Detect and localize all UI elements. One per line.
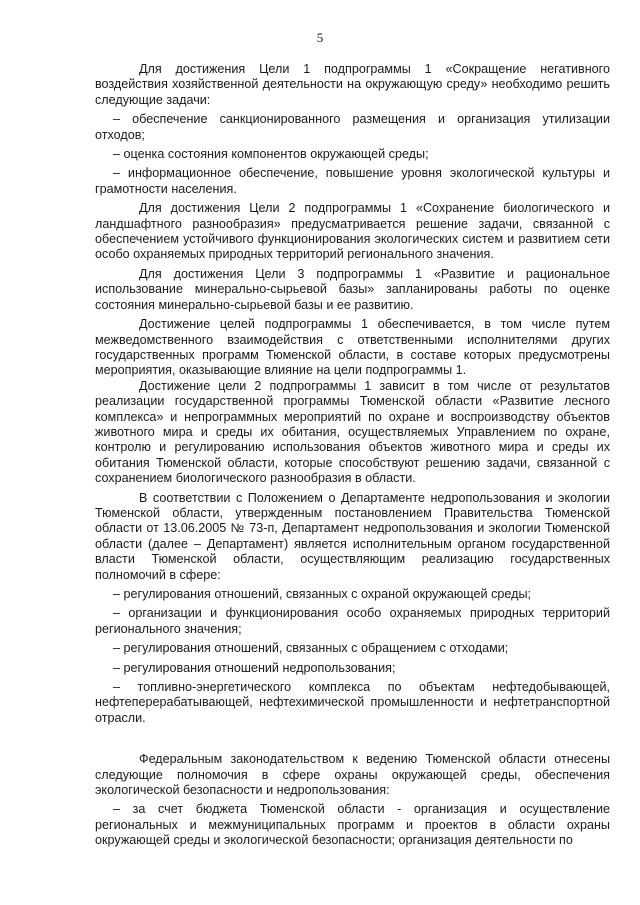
list-item-protected-areas: – организации и функционирования особо охраняемых природных территорий регионального значения; — [95, 606, 610, 636]
list-item-env-protection: – регулирования отношений, связанных с охраной окружающей среды; — [113, 587, 531, 601]
page-number: 5 — [316, 30, 324, 45]
list-item-regional-budget: – за счет бюджета Тюменской области - организация и осуществление региональных и межмуниципальных программ и проектов в области охраны окружающей среды и экологической безопасности; организация деятельности по — [95, 802, 610, 848]
paragraph-goal2: Для достижения Цели 2 подпрограммы 1 «Сохранение биологического и ландшафтного разнообразия» предусматривается решение задачи, связанной с обеспечением устойчивого функционирования экологических систем и развитием сети особо охраняемых природных территорий регионального значения. — [95, 201, 610, 262]
paragraph-goal1-intro: Для достижения Цели 1 подпрограммы 1 «Сокращение негативного воздействия хозяйственной деятельности на окружающую среду» необходимо решить следующие задачи: — [95, 62, 610, 107]
paragraph-goal3: Для достижения Цели 3 подпрограммы 1 «Развитие и рациональное использование минерально-сырьевой базы» запланированы работы по оценке состояния минерально-сырьевой базы и ее развитию. — [95, 266, 610, 312]
document-body — [95, 62, 610, 849]
list-item-waste: – обеспечение санкционированного размещения и организация утилизации отходов; — [95, 112, 610, 142]
list-item-fuel-energy: – топливно-энергетического комплекса по объектам нефтедобывающей, нефтеперерабатывающей, нефтехимической промышленности и нефтетранспортной отрасли. — [95, 680, 610, 725]
list-item-subsoil: – регулирования отношений недропользования; — [113, 660, 396, 675]
list-item-waste-handling: – регулирования отношений, связанных с обращением с отходами; — [113, 641, 509, 656]
list-item-information: – информационное обеспечение, повышение уровня экологической культуры и грамотности населения. — [95, 166, 610, 196]
list-item-assessment: – оценка состояния компонентов окружающей среды; — [113, 147, 429, 162]
paragraph-federal-powers: Федеральным законодательством к ведению Тюменской области отнесены следующие полномочия в сфере охраны окружающей среды, обеспечения экологической безопасности и недропользования: — [95, 752, 610, 798]
paragraph-department: В соответствии с Положением о Департаменте недропользования и экологии Тюменской области, утвержденным постановлением Правительства Тюменской области от 13.06.2005 № 73-п, Департамент недропользования и экологии Тюменской области (далее – Департамент) является исполнительным органом государственной власти Тюменской области, осуществляющим реализацию государственных полномочий в сфере: — [95, 490, 610, 582]
paragraph-goal2-dependency: Достижение цели 2 подпрограммы 1 зависит в том числе от результатов реализации государственной программы Тюменской области «Развитие лесного комплекса» и непрограммных мероприятий по охране и воспроизводству объектов животного мира и среды их обитания, осуществляемых Управлением по охране, контролю и регулированию использования объектов животного мира и среды их обитания Тюменской области, которые способствуют решению задачи, связанной с сохранением биологического разнообразия в области. — [95, 378, 610, 486]
paragraph-interagency: Достижение целей подпрограммы 1 обеспечивается, в том числе путем межведомственного взаимодействия с ответственными исполнителями других государственных программ Тюменской области, в составе которых предусмотрены мероприятия, оказывающие влияние на цели подпрограммы 1. — [95, 317, 610, 378]
